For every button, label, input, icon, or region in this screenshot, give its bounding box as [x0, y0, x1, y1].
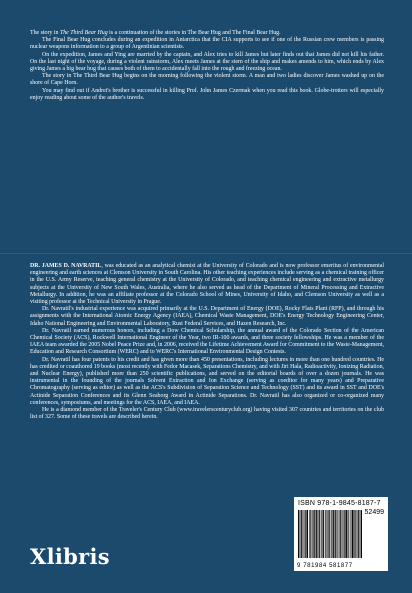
- barcode-bar: [356, 510, 357, 558]
- bio-paragraph: DR. JAMES D. NAVRATIL, was educated as an analytical chemist at the University of Colorado and is now professor emeritus of environmental engineering and earth sciences at Clemson University in South Carolina. His other teaching experiences include serving as a chemical training officer in the U.S. Army Reserve, teaching general chemistry at the University of Colorado, and teaching chemical engineering and extractive metallurgy subjects at the University of New South Wales, Australia, where he also served as head of the Department of Mineral Processing and Extractive Metallurgy. In addition, he was an affiliate professor at the Colorado School of Mines, University of Idaho, and Clemson University as well as a visiting professor at the Technical University in Prague.: [30, 263, 384, 306]
- barcode-bar: [340, 510, 341, 558]
- synopsis-paragraph: The story in The Third Bear Hug is a continuation of the stories in The Bear Hug and The Final Bear Hug.: [30, 30, 281, 36]
- barcode-bar: [327, 510, 328, 558]
- isbn-number: ISBN 978-1-9845-8187-7: [298, 500, 381, 507]
- barcode-bar: [350, 510, 351, 558]
- barcode-bar: [324, 510, 325, 558]
- bio-paragraph: Dr. Navratil's industrial experience was acquired primarily at the U.S. Department of Energy (DOE), Rocky Flats Plant (RFP), and through his assignments with the International Atomic Energy Agency (IAEA), Chemical Waste Management, DOE's Energy Technology Engineering Center, Idaho National Engineering and Environmental Laboratory, Rust Federal Services, and Hazen Research, Inc.: [30, 306, 384, 327]
- barcode-bar: [323, 510, 324, 558]
- barcode-bar: [331, 510, 332, 558]
- barcode-bar: [334, 510, 335, 558]
- barcode-bar: [316, 510, 317, 558]
- barcode-bar: [335, 510, 336, 558]
- barcode-bar: [332, 510, 333, 558]
- section-divider: [0, 253, 412, 254]
- barcode-bar: [346, 510, 347, 558]
- barcode-bar: [329, 510, 330, 558]
- publisher-logo: Xlibris: [30, 544, 110, 569]
- barcode-bar: [326, 510, 327, 558]
- barcode-bar: [321, 510, 322, 558]
- barcode-bar: [360, 510, 361, 558]
- barcode-bar: [319, 510, 320, 558]
- synopsis-paragraph: You may find out if Andrei's brother is successful in killing Prof. John James Czermak when you read this book. Globe-trotters will especially enjoy reading about some of the author's travels.: [30, 87, 384, 101]
- barcode-bars: [298, 510, 384, 558]
- barcode-bar: [337, 510, 338, 558]
- bio-paragraph: Dr. Navratil has four patents to his credit and has given more than 450 presentations, including lectures in more than one hundred countries. He has credited or coauthored 19 books (most recently with Fedor Macasek, Separations Chemistry, and with Jiri Hala, Radioactivity, Ionizing Radiation, and Nuclear Energy), published more than 250 scientific publications, and served on the editorial boards of over a dozen journals. He was instrumental in the founding of the journals Solvent Extraction and Ion Exchange (serving as coeditor for many years) and Preparative Chromatography (serving as editor) as well as the ACS's Subdivision of Separation Science and Technology (SST) and its award in SST and DOE's Actinide Separation Conferences and its Glenn Seaborg Award in Actinide Separations. Dr. Navratil has also organized or co-organized many conferences, symposiums, and meetings for the ACS, IAEA, and IAEA.: [30, 356, 384, 406]
- barcode-bar: [300, 510, 301, 558]
- barcode-bar: [320, 510, 321, 558]
- barcode-bar: [335, 510, 336, 558]
- synopsis-paragraph: The Final Bear Hug concludes during an expedition in Antarctica that the CIA supports to see if one of the Russian crew members is passing nuclear weapons information to a group of Argentinian scientists.: [30, 37, 384, 51]
- barcode-bar: [339, 510, 340, 558]
- barcode-bar: [341, 510, 342, 558]
- barcode-bar: [353, 510, 354, 558]
- barcode-bar: [361, 510, 362, 558]
- barcode-bar: [354, 510, 355, 558]
- barcode-bar: [310, 510, 311, 558]
- barcode-bar: [301, 510, 302, 558]
- barcode-bar: [301, 510, 302, 558]
- barcode-bar: [305, 510, 306, 558]
- barcode-bar: [361, 510, 362, 558]
- bio-paragraph: He is a diamond member of the Traveler's Century Club (www.travelerscenturyclub.org) having visited 307 countries and territories on the club list of 327. Some of these travels are described herein.: [30, 407, 384, 421]
- barcode-bar: [302, 510, 303, 558]
- barcode-bar: [333, 510, 334, 558]
- barcode-bar: [304, 510, 305, 558]
- barcode-bar: [328, 510, 329, 558]
- barcode-bar: [348, 510, 349, 558]
- barcode-bar: [340, 510, 341, 558]
- isbn-barcode: [294, 497, 388, 571]
- synopsis-paragraph: On the expedition, James and Ying are married by the captain, and Alex tries to kill James but later finds out that James did not kill his father. On the last night of the voyage, during a violent rainstorm, Alex meets James at the stern of the ship and makes amends to him, which ends by Alex giving James a big bear hug that causes both of them to accidentally fall into the rough and freezing ocean.: [30, 51, 384, 73]
- barcode-bar: [345, 510, 346, 558]
- barcode-bar: [312, 510, 313, 558]
- barcode-bar: [348, 510, 349, 558]
- barcode-bar: [305, 510, 306, 558]
- barcode-bar: [317, 510, 318, 558]
- barcode-bar: [358, 510, 359, 558]
- author-name: DR. JAMES D. NAVRATIL: [30, 263, 102, 269]
- story-synopsis: [30, 30, 384, 102]
- barcode-bar: [336, 510, 337, 558]
- barcode-bar: [306, 510, 307, 558]
- price-code: 52499: [364, 509, 384, 516]
- barcode-bar: [316, 510, 317, 558]
- barcode-bar: [309, 510, 310, 558]
- book-title-inline: The Third Bear Hug: [59, 30, 108, 36]
- barcode-bar: [359, 510, 360, 558]
- barcode-bar: [319, 510, 320, 558]
- author-biography: [30, 263, 384, 421]
- barcode-bar: [355, 510, 356, 558]
- barcode-bar: [325, 510, 326, 558]
- barcode-bar: [299, 510, 300, 558]
- barcode-bar: [344, 510, 345, 558]
- barcode-bar: [344, 510, 345, 558]
- barcode-bar: [322, 510, 323, 558]
- barcode-bar: [346, 510, 347, 558]
- synopsis-paragraph: The story in The Third Bear Hug begins on the morning following the violent storm. A man and two ladies discover James washed up on the shore of Cape Horn.: [30, 73, 384, 87]
- barcode-bar: [351, 510, 352, 558]
- barcode-bar: [298, 510, 299, 558]
- barcode-bar: [307, 510, 308, 558]
- barcode-bar: [307, 510, 308, 558]
- barcode-bar: [314, 510, 315, 558]
- barcode-bar: [343, 510, 344, 558]
- barcode-bar: [330, 510, 331, 558]
- bio-paragraph: Dr. Navratil earned numerous honors, including a Dow Chemical Scholarship, the annual award of the Colorado Section of the American Chemical Society (ACS), Rockwell International Engineer of the Year, two IR-100 awards, and three society fellowships. He was a member of the IAEA team awarded the 2005 Nobel Peace Prize and, in 2006, received the Lifetime Achievement Award for Commitment to the Waste-Management, Education and Research Consortium (WERC) and to WERC's International Environmental Design Contests.: [30, 327, 384, 356]
- barcode-bar: [358, 510, 359, 558]
- barcode-bar: [315, 510, 316, 558]
- barcode-bar: [313, 510, 314, 558]
- barcode-bar: [311, 510, 312, 558]
- barcode-bar: [352, 510, 353, 558]
- barcode-bar: [353, 510, 354, 558]
- ean-number: 9 781984 581877: [297, 563, 353, 569]
